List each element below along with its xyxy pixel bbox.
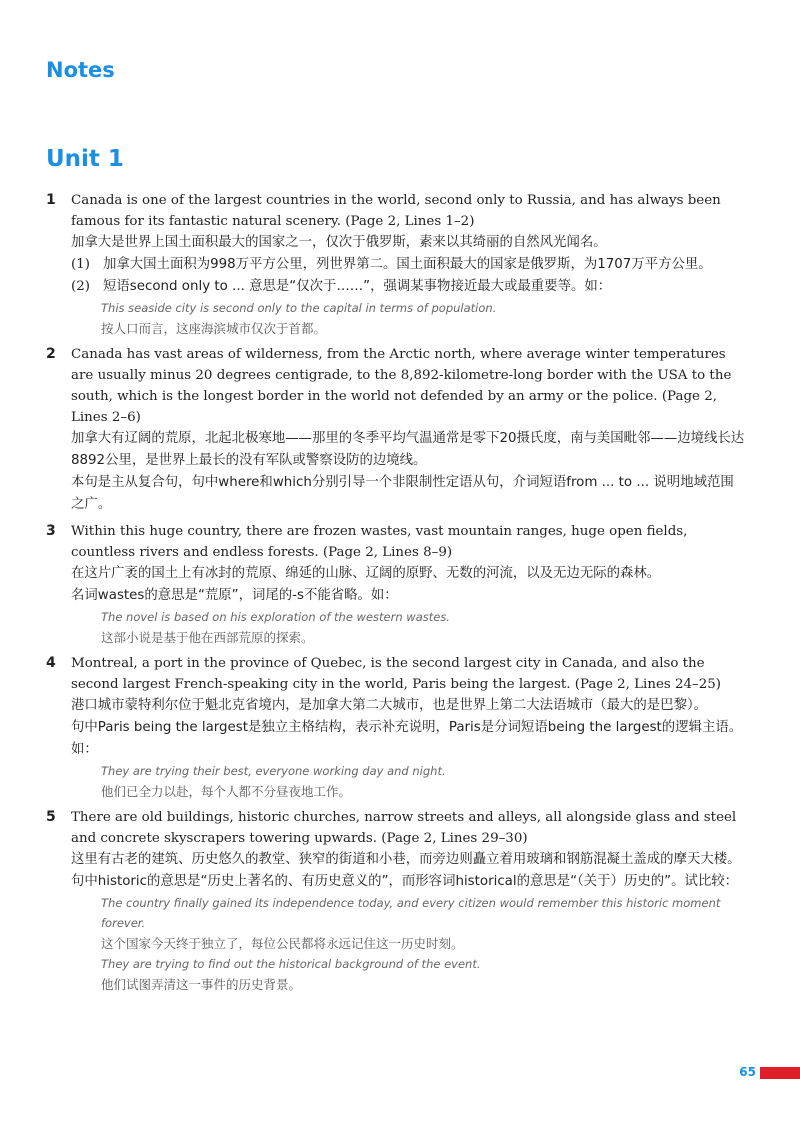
example-chinese: 按人口而言，这座海滨城市仅次于首都。 (101, 321, 327, 336)
note-number: 3 (46, 523, 56, 539)
example-chinese: 他们已全力以赴，每个人都不分昼夜地工作。 (101, 784, 352, 799)
note-subpoint (71, 254, 746, 276)
note-item (46, 344, 746, 516)
example-chinese: 这个国家今天终于独立了，每位公民都将永远记住这一历史时刻。 (101, 936, 464, 951)
example-english: The novel is based on his exploration of the western wastes. (101, 610, 450, 624)
example-english: This seaside city is second only to the capital in terms of population. (101, 301, 497, 315)
note-body (71, 521, 746, 648)
note-chinese-translation: 加拿大有辽阔的荒原，北起北极寒地——那里的冬季平均气温通常是零下20摄氏度，南与美国毗邻——边境线长达8892公里，是世界上最长的没有军队或警察设防的边境线。 (71, 431, 745, 468)
note-body (71, 653, 746, 802)
note-item (46, 807, 746, 995)
note-body (71, 190, 746, 339)
note-english-sentence: There are old buildings, historic churches, narrow streets and alleys, all alongside glass and steel and concrete skyscrapers towering upwards. (Page 2, Lines 29–30) (71, 810, 737, 846)
note-number: 5 (46, 809, 56, 825)
note-chinese-translation: 在这片广袤的国土上有冰封的荒原、绵延的山脉、辽阔的原野、无数的河流，以及无边无际的森林。 (71, 566, 661, 581)
note-item (46, 190, 746, 339)
subpoint-label: (1) (71, 257, 90, 272)
example-english: They are trying to find out the historical background of the event. (101, 957, 481, 971)
subpoint-text: 短语second only to ... 意思是“仅次于……”，强调某事物接近最大或最重要等。如： (103, 279, 612, 294)
example-english: The country finally gained its independence today, and every citizen would remember this historic moment forever. (101, 896, 721, 930)
note-english-sentence: Within this huge country, there are frozen wastes, vast mountain ranges, huge open fields, countless rivers and endless forests. (Page 2, Lines 8–9) (71, 524, 688, 560)
note-body (71, 344, 746, 516)
note-item (46, 653, 746, 802)
note-body (71, 807, 746, 995)
page-number-bar (760, 1067, 800, 1079)
subpoint-label: (2) (71, 279, 90, 294)
page-number: 65 (739, 1065, 756, 1079)
note-explanation: 名词wastes的意思是“荒原”，词尾的-s不能省略。如： (71, 588, 398, 603)
note-explanation: 句中Paris being the largest是独立主格结构，表示补充说明，Paris是分词短语being the largest的逻辑主语。如： (71, 720, 743, 757)
note-chinese-translation: 港口城市蒙特利尔位于魁北克省境内，是加拿大第二大城市，也是世界上第二大法语城市（最大的是巴黎）。 (71, 698, 708, 713)
note-chinese-translation: 这里有古老的建筑、历史悠久的教堂、狭窄的街道和小巷，而旁边则矗立着用玻璃和钢筋混凝土盖成的摩天大楼。 (71, 852, 741, 867)
subpoint-text: 加拿大国土面积为998万平方公里，列世界第二。国土面积最大的国家是俄罗斯，为1707万平方公里。 (103, 257, 712, 272)
example-english: They are trying their best, everyone working day and night. (101, 764, 446, 778)
example-chinese: 他们试图弄清这一事件的历史背景。 (101, 977, 302, 992)
note-number: 2 (46, 346, 56, 362)
note-explanation: 句中historic的意思是“历史上著名的、有历史意义的”，而形容词historical的意思是“（关于）历史的”。试比较： (71, 874, 739, 889)
notes-heading: Notes (46, 58, 115, 82)
note-english-sentence: Montreal, a port in the province of Quebec, is the second largest city in Canada, and also the second largest French-speaking city in the world, Paris being the largest. (Page 2, Lines 24–25) (71, 656, 722, 692)
note-number: 1 (46, 192, 56, 208)
example-chinese: 这部小说是基于他在西部荒原的探索。 (101, 630, 314, 645)
note-number: 4 (46, 655, 56, 671)
note-chinese-translation: 加拿大是世界上国土面积最大的国家之一，仅次于俄罗斯，素来以其绮丽的自然风光闻名。 (71, 235, 607, 250)
note-english-sentence: Canada has vast areas of wilderness, from the Arctic north, where average winter temperatures are usually minus 20 degrees centigrade, to the 8,892-kilometre-long border with the USA to the south, which is the longest border in the world not defended by an army or the police. (Page 2, Lines 2–6) (71, 347, 732, 425)
note-subpoint (71, 276, 746, 298)
unit-heading: Unit 1 (46, 146, 124, 172)
note-item (46, 521, 746, 648)
note-english-sentence: Canada is one of the largest countries in the world, second only to Russia, and has always been famous for its fantastic natural scenery. (Page 2, Lines 1–2) (71, 193, 721, 229)
notes-list (46, 190, 746, 1000)
note-explanation: 本句是主从复合句，句中where和which分别引导一个非限制性定语从句，介词短语from ... to ... 说明地域范围之广。 (71, 475, 734, 512)
